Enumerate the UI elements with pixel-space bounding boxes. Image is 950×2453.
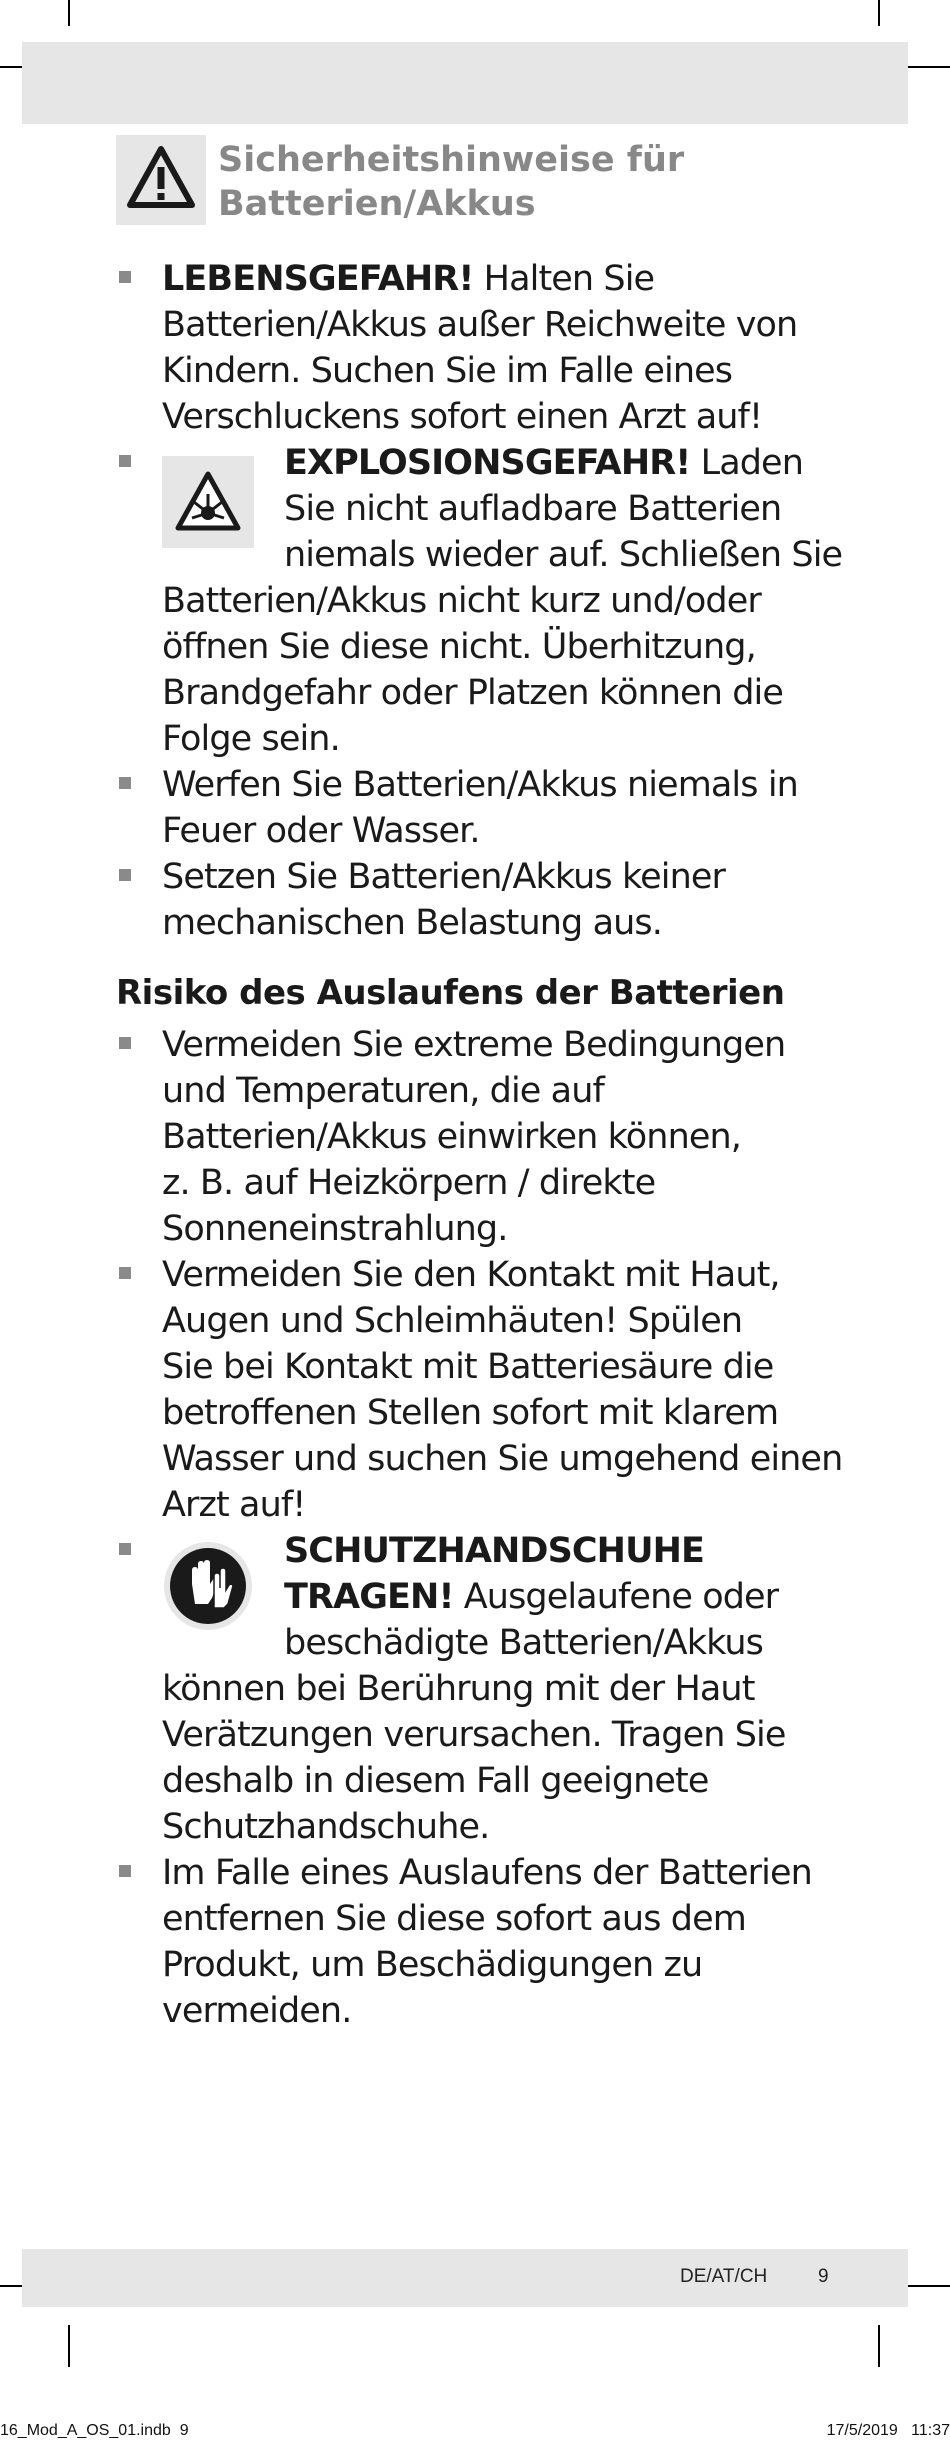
footer-band	[22, 2249, 908, 2307]
item-text: vermeiden.	[162, 1991, 352, 2031]
item-text: beschädigte Batterien/Akkus	[284, 1623, 763, 1663]
crop-mark	[68, 2325, 70, 2367]
warning-keyword: SCHUTZHANDSCHUHE	[284, 1531, 704, 1571]
title-line: Batterien/Akkus	[218, 184, 536, 224]
title-line: Sicherheitshinweise für	[218, 140, 685, 180]
item-text: Setzen Sie Batterien/Akkus keiner	[162, 857, 725, 897]
item-text: Batterien/Akkus nicht kurz und/oder	[162, 581, 761, 621]
item-text: Werfen Sie Batterien/Akkus niemals in	[162, 765, 798, 805]
item-text: Batterien/Akkus einwirken können,	[162, 1117, 741, 1157]
item-text: niemals wieder auf. Schließen Sie	[284, 535, 843, 575]
list-item-continued	[162, 578, 783, 762]
list-item	[162, 854, 725, 946]
item-text: Batterien/Akkus außer Reichweite von	[162, 305, 798, 345]
item-text: Brandgefahr oder Platzen können die	[162, 673, 783, 713]
bullet	[119, 1267, 131, 1279]
item-text: betroffenen Stellen sofort mit klarem	[162, 1393, 779, 1433]
item-text: mechanischen Belastung aus.	[162, 903, 662, 943]
item-text: Wasser und suchen Sie umgehend einen	[162, 1439, 843, 1479]
section-title	[218, 138, 778, 226]
item-text: Verschluckens sofort einen Arzt auf!	[162, 397, 763, 437]
crop-mark	[904, 66, 950, 68]
crop-mark	[904, 2285, 950, 2287]
list-item	[284, 1528, 778, 1666]
item-text: Im Falle eines Auslaufens der Batterien	[162, 1853, 812, 1893]
item-text: öffnen Sie diese nicht. Überhitzung,	[162, 627, 756, 667]
warning-triangle-icon	[116, 135, 206, 225]
item-text: z. B. auf Heizkörpern / direkte	[162, 1163, 656, 1203]
item-text: entfernen Sie diese sofort aus dem	[162, 1899, 746, 1939]
bullet	[119, 455, 131, 467]
item-text: Ausgelaufene oder	[463, 1577, 779, 1617]
list-item	[162, 762, 798, 854]
item-text: Sie bei Kontakt mit Batteriesäure die	[162, 1347, 774, 1387]
item-text: Produkt, um Beschädigungen zu	[162, 1945, 703, 1985]
item-text: Laden	[700, 443, 803, 483]
bullet	[119, 1865, 131, 1877]
item-text: Kindern. Suchen Sie im Falle eines	[162, 351, 733, 391]
warning-keyword: EXPLOSIONSGEFAHR!	[284, 443, 691, 483]
bullet	[119, 271, 131, 283]
bullet	[119, 1543, 131, 1555]
item-text: Folge sein.	[162, 719, 340, 759]
item-text: deshalb in diesem Fall geeignete	[162, 1761, 709, 1801]
list-item	[284, 440, 842, 578]
bullet	[119, 777, 131, 789]
warning-keyword: LEBENSGEFAHR!	[162, 259, 474, 299]
item-text: Vermeiden Sie den Kontakt mit Haut,	[162, 1255, 780, 1295]
crop-mark	[878, 2325, 880, 2367]
protective-gloves-icon	[162, 1540, 254, 1632]
subsection-heading: Risiko des Auslaufens der Batterien	[116, 973, 785, 1013]
list-item	[162, 256, 797, 440]
warning-keyword: TRAGEN!	[284, 1577, 454, 1617]
item-text: können bei Berührung mit der Haut	[162, 1669, 755, 1709]
list-item	[162, 1022, 785, 1252]
print-slug-date: 17/5/2019 11:37	[826, 2422, 950, 2439]
item-text: Vermeiden Sie extreme Bedingungen	[162, 1025, 786, 1065]
explosion-warning-icon	[162, 456, 254, 548]
list-item	[162, 1850, 812, 2034]
print-slug-file: 16_Mod_A_OS_01.indb 9	[0, 2422, 189, 2439]
bullet	[119, 869, 131, 881]
item-text: Augen und Schleimhäuten! Spülen	[162, 1301, 743, 1341]
bullet	[119, 1037, 131, 1049]
header-band	[22, 42, 908, 124]
item-text: Halten Sie	[483, 259, 655, 299]
item-text: und Temperaturen, die auf	[162, 1071, 604, 1111]
item-text: Arzt auf!	[162, 1485, 306, 1525]
list-item-continued	[162, 1666, 786, 1850]
item-text: Feuer oder Wasser.	[162, 811, 480, 851]
crop-mark	[68, 0, 70, 26]
item-text: Sie nicht aufladbare Batterien	[284, 489, 782, 529]
crop-mark	[878, 0, 880, 26]
page-number: 9	[818, 2266, 829, 2287]
item-text: Verätzungen verursachen. Tragen Sie	[162, 1715, 786, 1755]
item-text: Schutzhandschuhe.	[162, 1807, 490, 1847]
list-item	[162, 1252, 842, 1528]
region-label: DE/AT/CH	[680, 2266, 768, 2287]
item-text: Sonneneinstrahlung.	[162, 1209, 508, 1249]
